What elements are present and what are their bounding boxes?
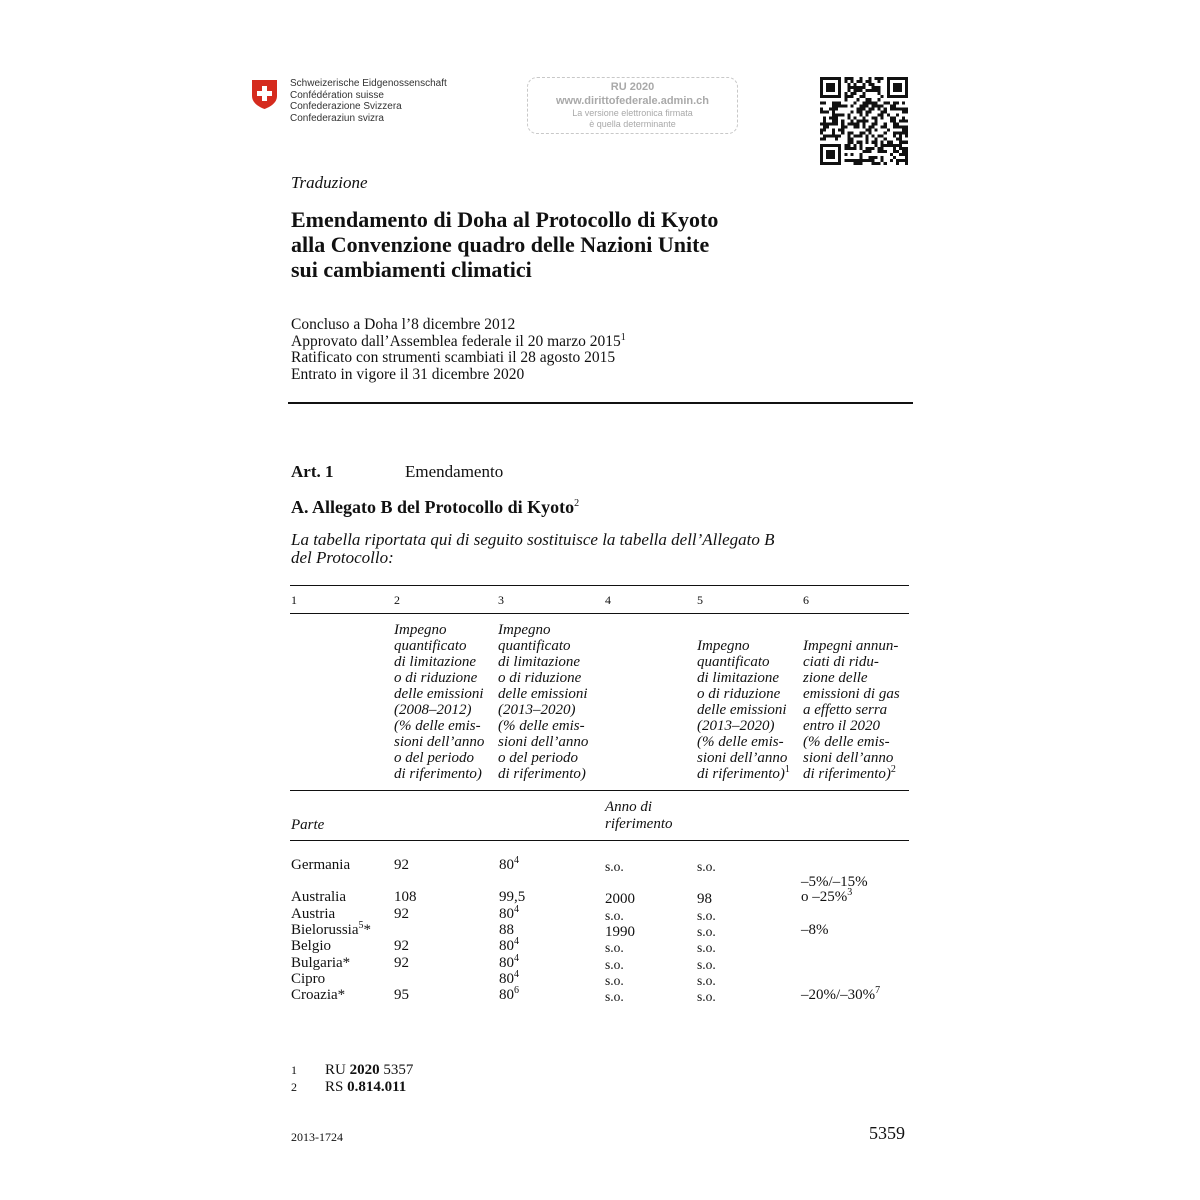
header-line: entro il 2020: [803, 718, 880, 734]
commitment-col5: s.o.: [697, 973, 716, 988]
party-name: Austria: [291, 906, 336, 922]
commitment-col5: s.o.: [697, 908, 716, 923]
pledge-2020: –5%/–15%: [801, 874, 868, 890]
footnote-ref[interactable]: 2: [574, 498, 580, 509]
col2-header: [394, 622, 484, 782]
header-line: (% delle emis-: [803, 734, 890, 750]
col4-header: Anno di riferimento: [605, 799, 673, 832]
party-name: Bielorussia$^5$*: [291, 920, 371, 938]
header-line: o di riduzione: [697, 686, 781, 702]
swiss-cross-icon: [251, 79, 278, 110]
document-code: 2013-1724: [291, 1130, 343, 1144]
footnote-ref[interactable]: 1: [784, 764, 790, 775]
col6-header: [803, 638, 900, 782]
commitment-2008-2012: 92: [394, 955, 409, 971]
col1-header: Parte: [291, 817, 325, 833]
col-number: 6: [803, 593, 809, 607]
title-line: Emendamento di Doha al Protocollo di Kyoto: [291, 207, 719, 232]
base-year: s.o.: [605, 957, 624, 972]
header-line: (% delle emis-: [498, 718, 585, 734]
pledge-2020: –20%/–30%$^7$: [801, 985, 881, 1003]
commitment-2013-2020: $80^4$: [499, 969, 519, 987]
col3-header: [498, 622, 588, 782]
footnote-ref[interactable]: 4: [514, 855, 519, 866]
base-year: s.o.: [605, 973, 624, 988]
header-line: ciati di ridu-: [803, 654, 879, 670]
col-number: 3: [498, 593, 504, 607]
footnote-ref[interactable]: 5: [358, 920, 364, 931]
base-year: s.o.: [605, 940, 624, 955]
official-stamp: [527, 77, 738, 134]
footnote-ref[interactable]: 4: [514, 953, 519, 964]
base-year: s.o.: [605, 908, 624, 923]
commitment-col5: s.o.: [697, 859, 716, 874]
confed-line-de: Schweizerische Eidgenossenschaft: [290, 78, 447, 89]
commitment-2008-2012: 108: [394, 889, 417, 905]
date-ratified: Ratificato con strumenti scambiati il 28 agosto 2015: [291, 349, 616, 366]
footnote-text: RU 2020 5357: [325, 1062, 414, 1078]
stamp-line2: www.dirittofederale.admin.ch: [555, 95, 709, 107]
qr-code-icon[interactable]: [820, 77, 908, 165]
header-line: (% delle emis-: [394, 718, 481, 734]
col-number: 2: [394, 593, 400, 607]
header-line: o di riduzione: [498, 670, 582, 686]
confed-line-rm: Confederaziun svizra: [290, 112, 384, 124]
title-line: sui cambiamenti climatici: [291, 257, 532, 282]
pledge-2020: –8%: [801, 922, 829, 938]
col-number: 5: [697, 593, 703, 607]
header-line: di riferimento)$^2$: [803, 764, 896, 782]
commitment-2013-2020: $80^4$: [499, 953, 519, 971]
header-line: (2013–2020): [498, 702, 576, 718]
party-name: Cipro: [291, 971, 326, 987]
party-name: Australia: [291, 889, 346, 905]
commitment-col5: s.o.: [697, 940, 716, 955]
pledge-2020: o –25%$^3$: [801, 887, 853, 905]
header-line: delle emissioni: [697, 702, 787, 718]
party-name: Germania: [291, 857, 351, 873]
header-line: di riferimento): [394, 766, 482, 782]
header-line: quantificato: [498, 638, 571, 654]
commitment-2008-2012: 95: [394, 987, 409, 1003]
table-rule: [290, 790, 909, 791]
col-number: 1: [291, 593, 297, 607]
commitment-2013-2020: $80^4$: [499, 855, 519, 873]
base-year: 1990: [605, 924, 635, 940]
date-concluded: Concluso a Doha l’8 dicembre 2012: [291, 316, 516, 333]
commitment-2013-2020: $80^6$: [499, 985, 519, 1003]
base-year: s.o.: [605, 859, 624, 874]
document-title: [291, 207, 718, 282]
dates-block: [291, 317, 626, 383]
header-line: sioni dell’anno: [498, 734, 589, 750]
article-number: Art. 1: [291, 462, 334, 481]
header-line: o di riduzione: [394, 670, 478, 686]
base-year: 2000: [605, 891, 635, 907]
header-line: emissioni di gas: [803, 686, 900, 702]
commitment-col5: s.o.: [697, 989, 716, 1004]
header-line: di limitazione: [394, 654, 477, 670]
title-line: alla Convenzione quadro delle Nazioni Unite: [291, 232, 710, 257]
header-line: delle emissioni: [498, 686, 588, 702]
header-line: quantificato: [394, 638, 467, 654]
party-name: Bulgaria*: [291, 955, 351, 971]
footnote-ref[interactable]: 4: [514, 936, 519, 947]
footnote-ref[interactable]: 3: [847, 887, 853, 898]
header-line: di riferimento)$^1$: [697, 764, 790, 782]
base-year: s.o.: [605, 989, 624, 1004]
header-line: o del periodo: [498, 750, 578, 766]
date-approved: Approvato dall’Assemblea federale il 20 marzo 2015$^1$: [291, 331, 626, 350]
header-line: Impegno: [498, 622, 551, 638]
header-line: sioni dell’anno: [394, 734, 485, 750]
header-line: (% delle emis-: [697, 734, 784, 750]
header-line: o del periodo: [394, 750, 474, 766]
header-line: sioni dell’anno: [803, 750, 894, 766]
confed-line-fr: Confédération suisse: [290, 89, 384, 101]
header-line: sioni dell’anno: [697, 750, 788, 766]
footnote-ref[interactable]: 4: [514, 969, 519, 980]
page-number: 5359: [869, 1123, 905, 1143]
commitment-2013-2020: 88: [499, 922, 514, 938]
stamp-line3: La versione elettronica firmata: [572, 108, 693, 118]
header-line: di riferimento): [498, 766, 586, 782]
header-line: a effetto serra: [803, 702, 888, 718]
stamp-line1: RU 2020: [610, 81, 655, 93]
footnote-ref[interactable]: 2: [890, 764, 896, 775]
header-line: zione delle: [803, 670, 868, 686]
col5-header: [697, 638, 790, 782]
header-line: di limitazione: [498, 654, 581, 670]
commitment-2013-2020: 99,5: [499, 889, 526, 905]
header-line: (2013–2020): [697, 718, 775, 734]
header-line: di limitazione: [697, 670, 780, 686]
article-title: Emendamento: [405, 462, 504, 481]
intro-text: La tabella riportata qui di seguito sostituisce la tabella dell’Allegato B del Protocollo:: [291, 530, 775, 567]
header-line: Impegno: [394, 622, 447, 638]
commitment-2013-2020: $80^4$: [499, 904, 519, 922]
section-title: A. Allegato B del Protocollo di Kyoto$^2$: [291, 497, 580, 517]
header-line: Impegni annun-: [803, 638, 899, 654]
confederation-names: [290, 78, 447, 124]
party-name: Croazia*: [291, 987, 346, 1003]
footnote: 1: [291, 1063, 297, 1077]
table-rule-top: [290, 585, 909, 586]
col-number: 4: [605, 593, 611, 607]
translation-label: Traduzione: [291, 173, 368, 192]
header-line: delle emissioni: [394, 686, 484, 702]
stamp-line4: è quella determinante: [589, 119, 676, 129]
commitment-col5: s.o.: [697, 924, 716, 939]
footnote-ref[interactable]: 4: [514, 904, 519, 915]
commitment-2008-2012: 92: [394, 938, 409, 954]
footnote-ref[interactable]: 7: [875, 985, 881, 996]
header-line: Impegno: [697, 638, 750, 654]
party-name: Belgio: [291, 938, 331, 954]
table-rule: [290, 840, 909, 841]
commitment-col5: 98: [697, 891, 712, 907]
footnote-ref[interactable]: 6: [514, 985, 519, 996]
footnote: 2: [291, 1080, 297, 1094]
divider: [288, 402, 913, 404]
commitment-2008-2012: 92: [394, 906, 409, 922]
footnote-text: RS 0.814.011: [325, 1079, 407, 1095]
commitment-2013-2020: $80^4$: [499, 936, 519, 954]
header-line: quantificato: [697, 654, 770, 670]
table-rule: [290, 613, 909, 614]
footnote-ref[interactable]: 1: [620, 331, 626, 343]
commitment-col5: s.o.: [697, 957, 716, 972]
date-in-force: Entrato in vigore il 31 dicembre 2020: [291, 365, 525, 383]
commitment-2008-2012: 92: [394, 857, 409, 873]
confed-line-it: Confederazione Svizzera: [290, 101, 402, 112]
header-line: (2008–2012): [394, 702, 472, 718]
